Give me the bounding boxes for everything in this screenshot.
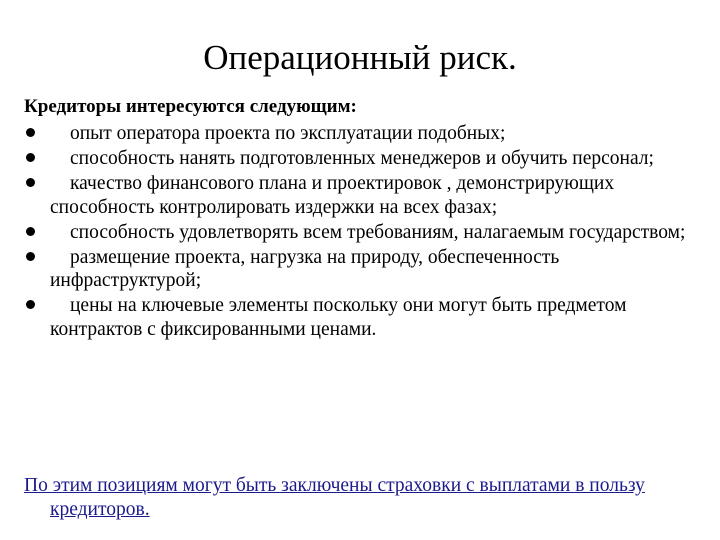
bullet-icon — [26, 252, 35, 261]
list-item-text: размещение проекта, нагрузка на природу, обеспеченность инфраструктурой; — [50, 246, 560, 291]
list-item-text: качество финансового плана и проектировок , демонстрирующих способность контролировать издержки на всех фазах; — [50, 173, 615, 218]
list-item — [24, 294, 700, 341]
list-item-text: способность удовлетворять всем требованиям, налагаемым государством; — [70, 221, 686, 243]
list-item — [24, 122, 700, 146]
bullet-icon — [26, 128, 35, 137]
bullet-icon — [26, 153, 35, 162]
list-item — [24, 172, 700, 219]
footer-note — [24, 474, 690, 521]
list-item-text: опыт оператора проекта по эксплуатации подобных; — [70, 123, 506, 144]
slide-title: Операционный риск. — [203, 38, 517, 77]
bullet-icon — [26, 227, 35, 236]
bullet-icon — [26, 300, 35, 309]
insurance-link[interactable]: По этим позициям могут быть заключены страховки с выплатами в пользу кредиторов. — [24, 475, 645, 520]
intro-text: Кредиторы интересуются следующим: — [24, 96, 357, 117]
list-item — [24, 147, 700, 171]
bullet-list — [24, 122, 700, 343]
list-item-text: цены на ключевые элементы поскольку они могут быть предметом контрактов с фиксированными ценами. — [50, 295, 627, 340]
bullet-icon — [26, 178, 35, 187]
list-item — [24, 221, 700, 245]
list-item — [24, 246, 700, 293]
list-item-text: способность нанять подготовленных менеджеров и обучить персонал; — [70, 148, 654, 169]
